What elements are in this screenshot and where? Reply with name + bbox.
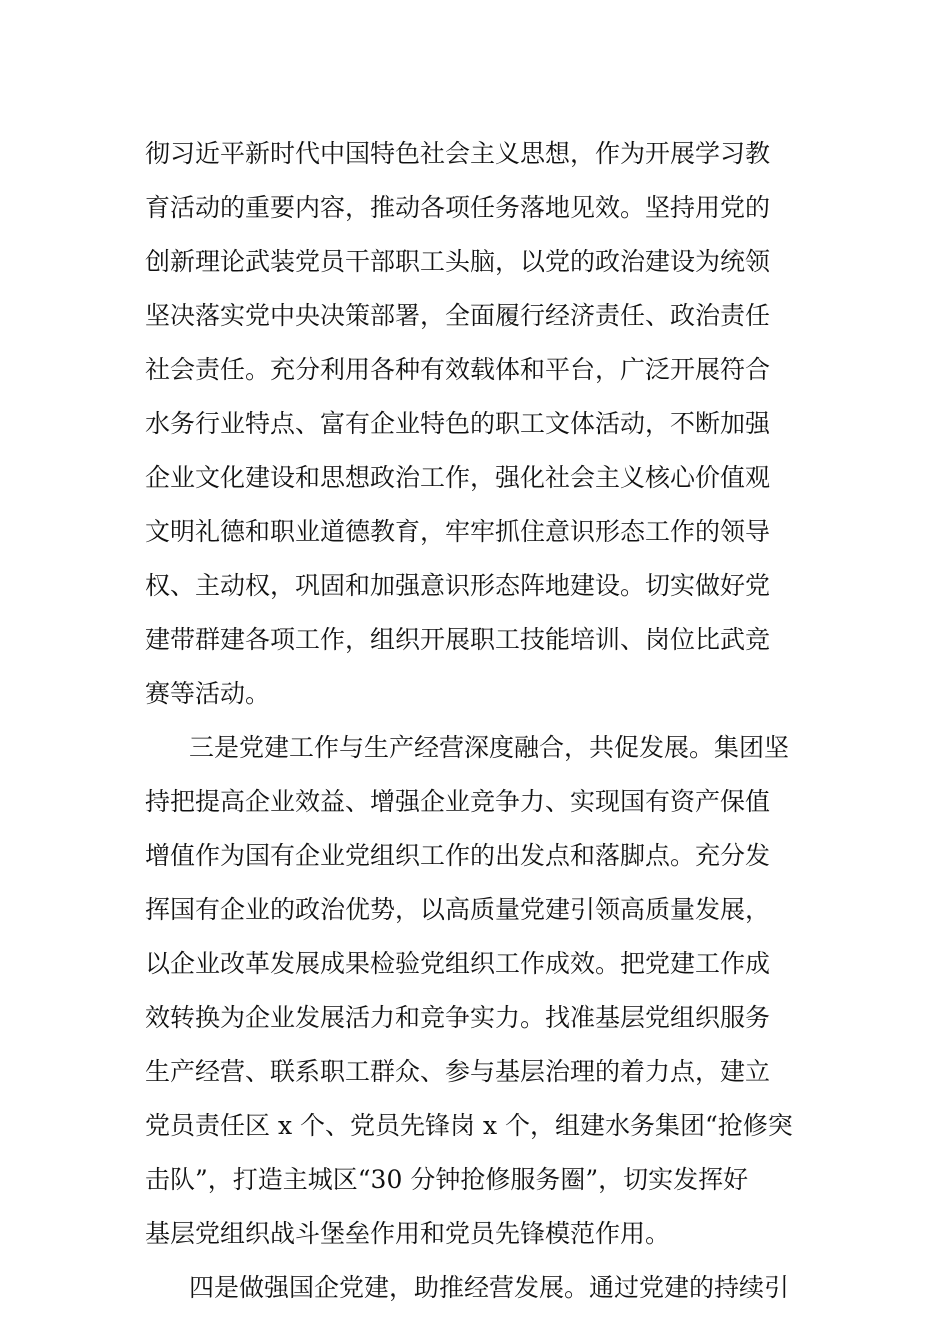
document-body: [145, 127, 815, 1315]
text-line: 水务行业特点、富有企业特色的职工文体活动，不断加强: [145, 409, 771, 438]
text-line: 生产经营、联系职工群众、参与基层治理的着力点，建立: [145, 1057, 771, 1086]
text-line: 育活动的重要内容，推动各项任务落地见效。坚持用党的: [145, 193, 771, 222]
text-line: 党员责任区 x 个、党员先锋岗 x 个，组建水务集团“抢修突: [145, 1111, 793, 1140]
text-line: 赛等活动。: [145, 679, 271, 708]
text-line: 基层党组织战斗堡垒作用和党员先锋模范作用。: [145, 1219, 671, 1248]
text-line: 社会责任。充分利用各种有效载体和平台，广泛开展符合: [145, 355, 771, 384]
text-line: 彻习近平新时代中国特色社会主义思想，作为开展学习教: [145, 139, 771, 168]
text-line: 创新理论武装党员干部职工头脑，以党的政治建设为统领: [145, 247, 771, 276]
paragraph-start-line: 四是做强国企党建，助推经营发展。通过党建的持续引: [189, 1273, 790, 1302]
text-line: 企业文化建设和思想政治工作，强化社会主义核心价值观: [145, 463, 771, 492]
text-line: 以企业改革发展成果检验党组织工作成效。把党建工作成: [145, 949, 771, 978]
text-line: 效转换为企业发展活力和竞争实力。找准基层党组织服务: [145, 1003, 771, 1032]
text-line: 文明礼德和职业道德教育，牢牢抓住意识形态工作的领导: [145, 517, 771, 546]
text-line: 建带群建各项工作，组织开展职工技能培训、岗位比武竞: [145, 625, 771, 654]
text-line: 坚决落实党中央决策部署，全面履行经济责任、政治责任: [145, 301, 771, 330]
text-line: 击队”，打造主城区“30 分钟抢修服务圈”，切实发挥好: [145, 1165, 749, 1194]
text-line: 增值作为国有企业党组织工作的出发点和落脚点。充分发: [145, 841, 771, 870]
text-line: 持把提高企业效益、增强企业竞争力、实现国有资产保值: [145, 787, 771, 816]
text-line: 权、主动权，巩固和加强意识形态阵地建设。切实做好党: [145, 571, 771, 600]
paragraph-start-line: 三是党建工作与生产经营深度融合，共促发展。集团坚: [189, 733, 790, 762]
text-line: 挥国有企业的政治优势，以高质量党建引领高质量发展，: [145, 895, 771, 924]
